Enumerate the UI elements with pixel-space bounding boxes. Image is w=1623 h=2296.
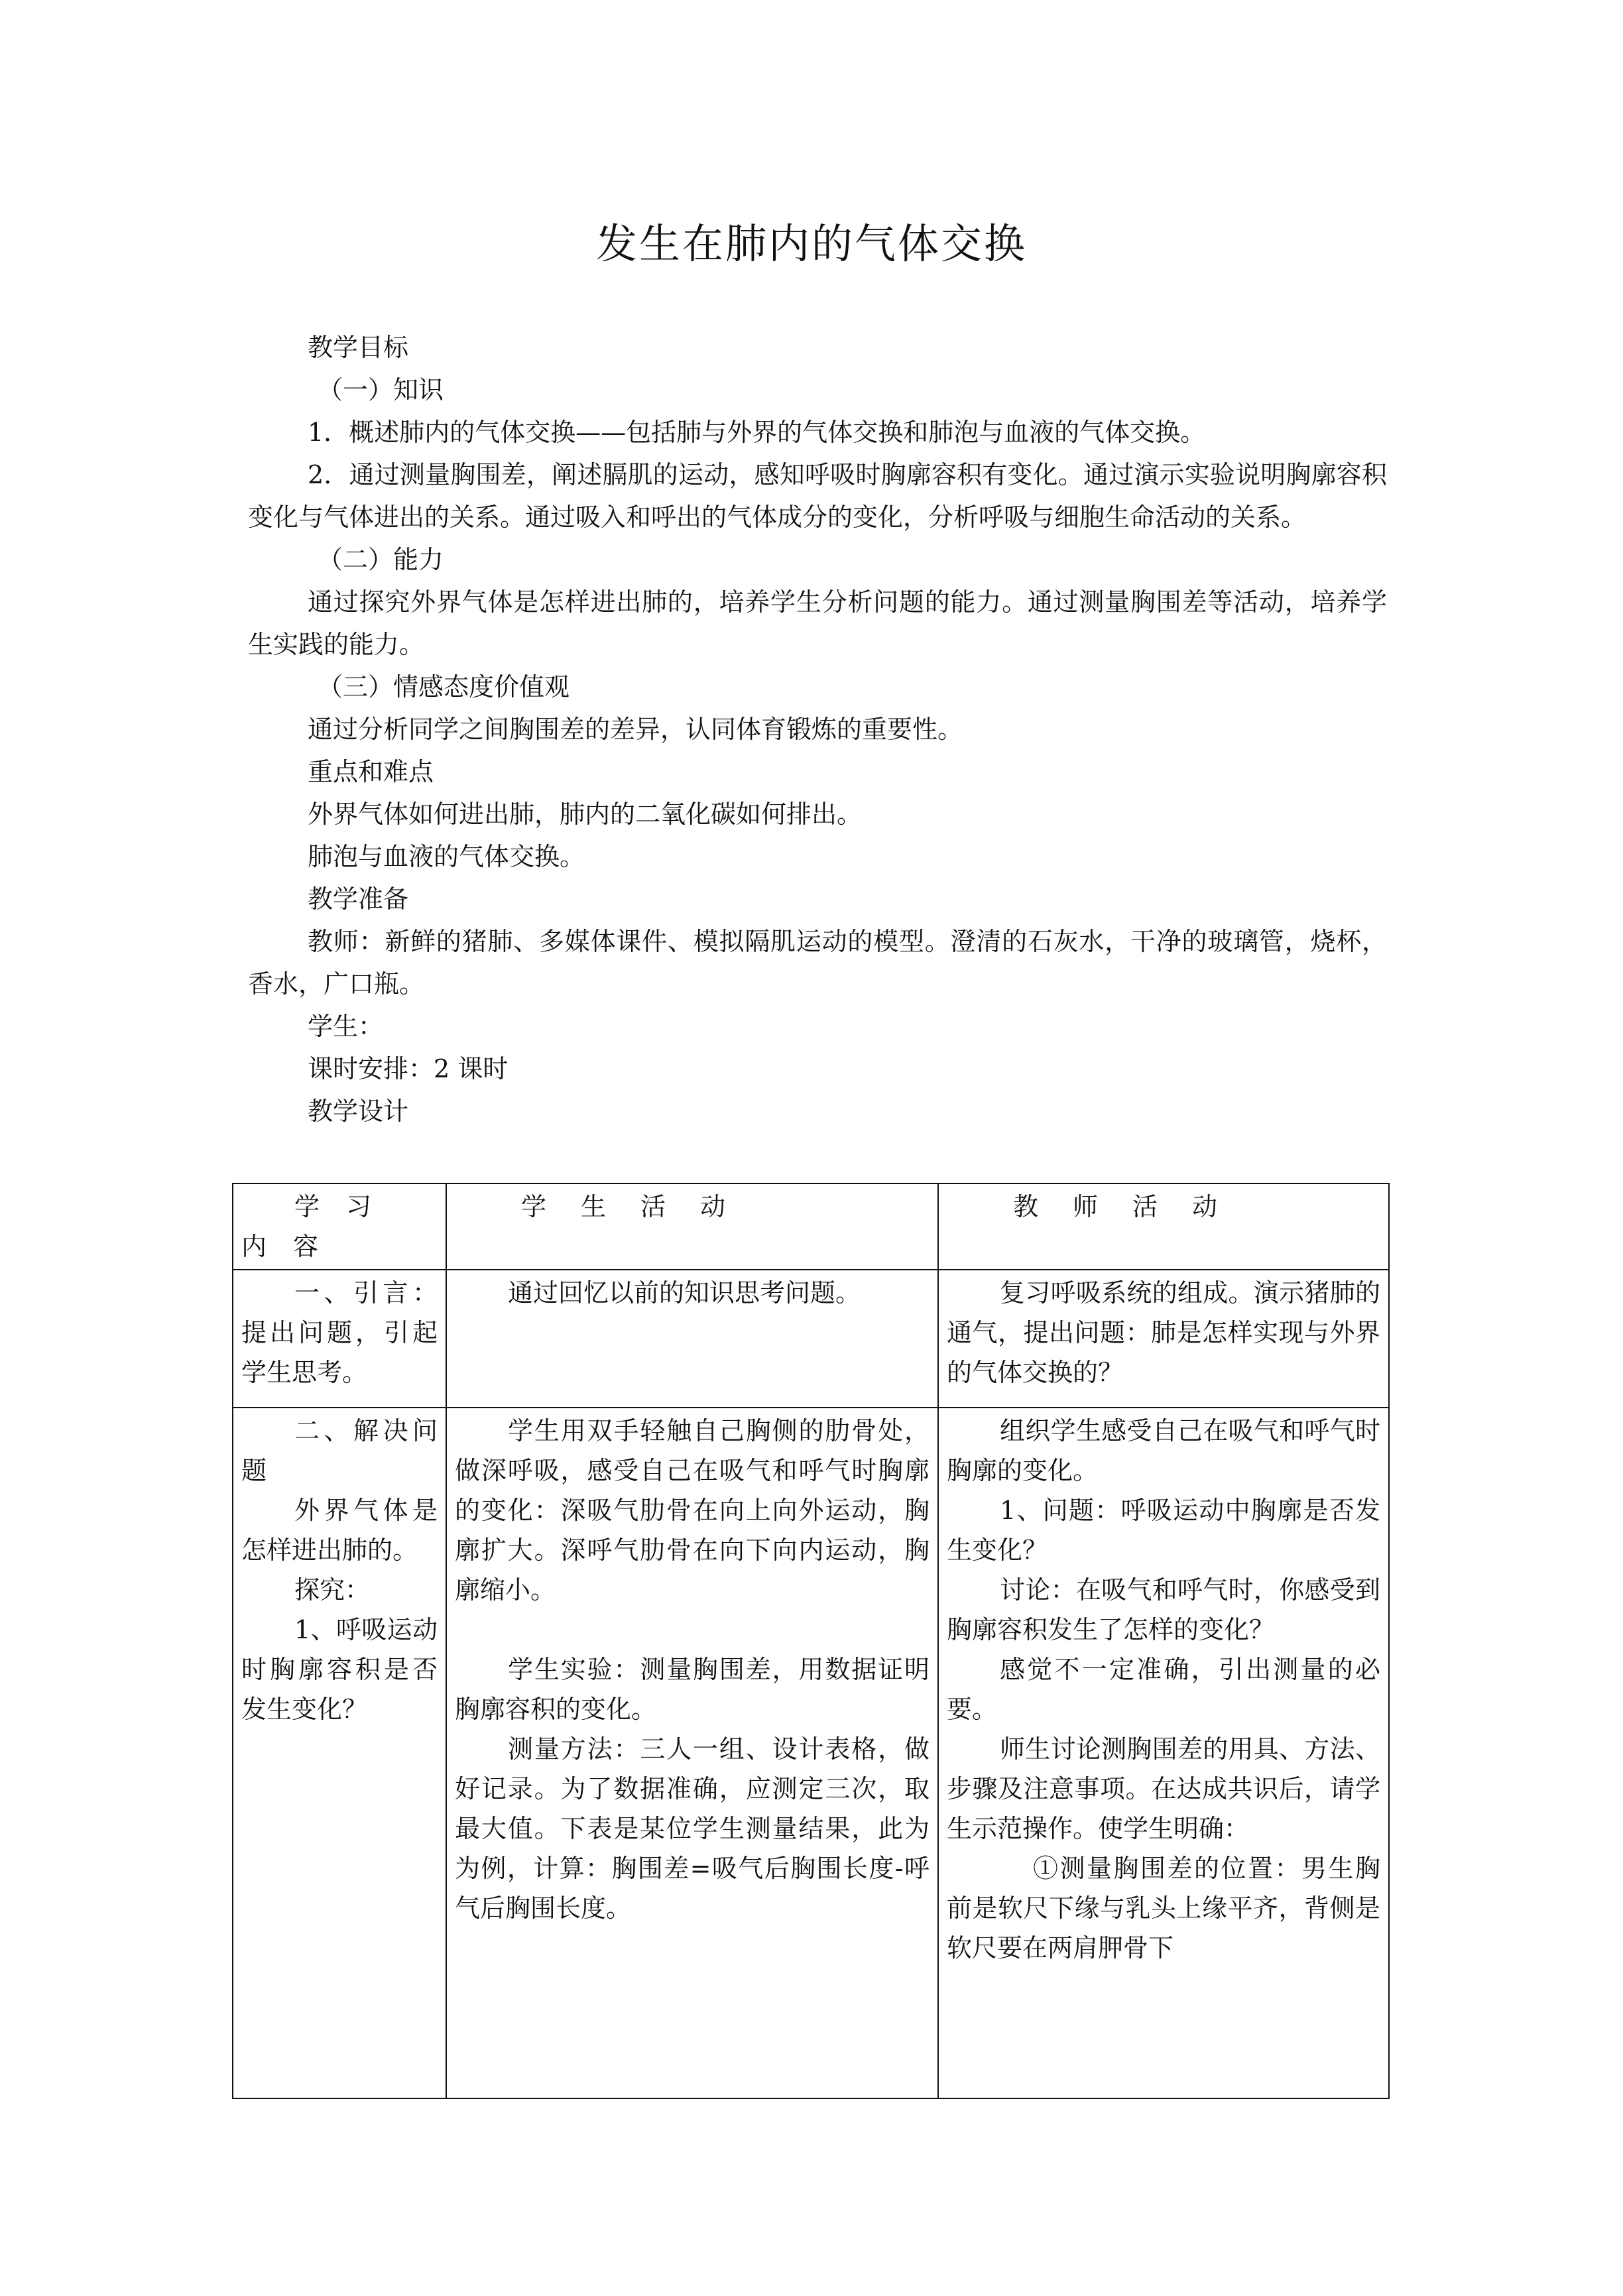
row1-student: 通过回忆以前的知识思考问题。 <box>446 1270 938 1408</box>
design-heading: 教学设计 <box>308 1097 409 1126</box>
prep-student: 学生： <box>308 1012 384 1041</box>
knowledge-heading: （一）知识 <box>318 375 444 404</box>
header-student: 学生活动 <box>446 1183 938 1270</box>
table-header-row <box>233 1183 1389 1270</box>
ability-text: 通过探究外界气体是怎样进出肺的，培养学生分析问题的能力。通过测量胸围差等活动，培养学生实践的能力。 <box>248 587 1387 659</box>
knowledge-point-2: 2．通过测量胸围差，阐述膈肌的运动，感知呼吸时胸廓容积有变化。通过演示实验说明胸廓容积变化与气体进出的关系。通过吸入和呼出的气体成分的变化，分析呼吸与细胞生命活动的关系。 <box>248 460 1387 532</box>
row2-content: 二、解决问题 外界气体是怎样进出肺的。 探究： 1、呼吸运动时胸廓容积是否发生变化？ <box>233 1408 446 2098</box>
emotion-text: 通过分析同学之间胸围差的差异，认同体育锻炼的重要性。 <box>308 715 963 744</box>
schedule: 课时安排：2 课时 <box>308 1054 509 1083</box>
row1-teacher: 复习呼吸系统的组成。演示猪肺的通气，提出问题：肺是怎样实现与外界的气体交换的？ <box>938 1270 1389 1408</box>
emotion-heading: （三）情感态度价值观 <box>318 672 570 701</box>
document-body <box>248 326 1387 1132</box>
table-row <box>233 1270 1389 1408</box>
teaching-design-table <box>232 1183 1390 2099</box>
goals-heading: 教学目标 <box>308 333 409 362</box>
key-point-1: 外界气体如何进出肺，肺内的二氧化碳如何排出。 <box>308 800 863 829</box>
ability-heading: （二）能力 <box>318 545 444 574</box>
header-content: 学习内容 <box>233 1183 446 1270</box>
page-title: 发生在肺内的气体交换 <box>595 219 1027 268</box>
row1-content: 一、引言：提出问题，引起学生思考。 <box>233 1270 446 1408</box>
prep-heading: 教学准备 <box>308 884 409 914</box>
prep-teacher: 教师：新鲜的猪肺、多媒体课件、模拟隔肌运动的模型。澄清的石灰水，干净的玻璃管，烧杯，香水，广口瓶。 <box>248 927 1387 998</box>
header-teacher: 教师活动 <box>938 1183 1389 1270</box>
key-point-2: 肺泡与血液的气体交换。 <box>308 842 585 871</box>
key-heading: 重点和难点 <box>308 757 434 786</box>
table-row <box>233 1408 1389 2098</box>
row2-teacher: 组织学生感受自己在吸气和呼气时胸廓的变化。 1、问题：呼吸运动中胸廓是否发生变化？ 讨论：在吸气和呼气时，你感受到胸廓容积发生了怎样的变化？ 感觉不一定准确，引出测量的必要。 师生讨论测胸围差的用具、方法、步骤及注意事项。在达成共识后，请学生示范操作。使学生明确： ①测量胸围差的位置：男生胸前是软尺下缘与乳头上缘平齐，背侧是软尺要在两肩胛骨下 <box>938 1408 1389 2098</box>
knowledge-point-1: 1．概述肺内的气体交换——包括肺与外界的气体交换和肺泡与血液的气体交换。 <box>308 418 1206 447</box>
row2-student: 学生用双手轻触自己胸侧的肋骨处，做深呼吸，感受自己在吸气和呼气时胸廓的变化：深吸气肋骨在向上向外运动，胸廓扩大。深呼气肋骨在向下向内运动，胸廓缩小。 学生实验：测量胸围差，用数据证明胸廓容积的变化。 测量方法：三人一组、设计表格，做好记录。为了数据准确，应测定三次，取最大值。下表是某位学生测量结果，此为为例，计算：胸围差=吸气后胸围长度-呼气后胸围长度。 <box>446 1408 938 2098</box>
